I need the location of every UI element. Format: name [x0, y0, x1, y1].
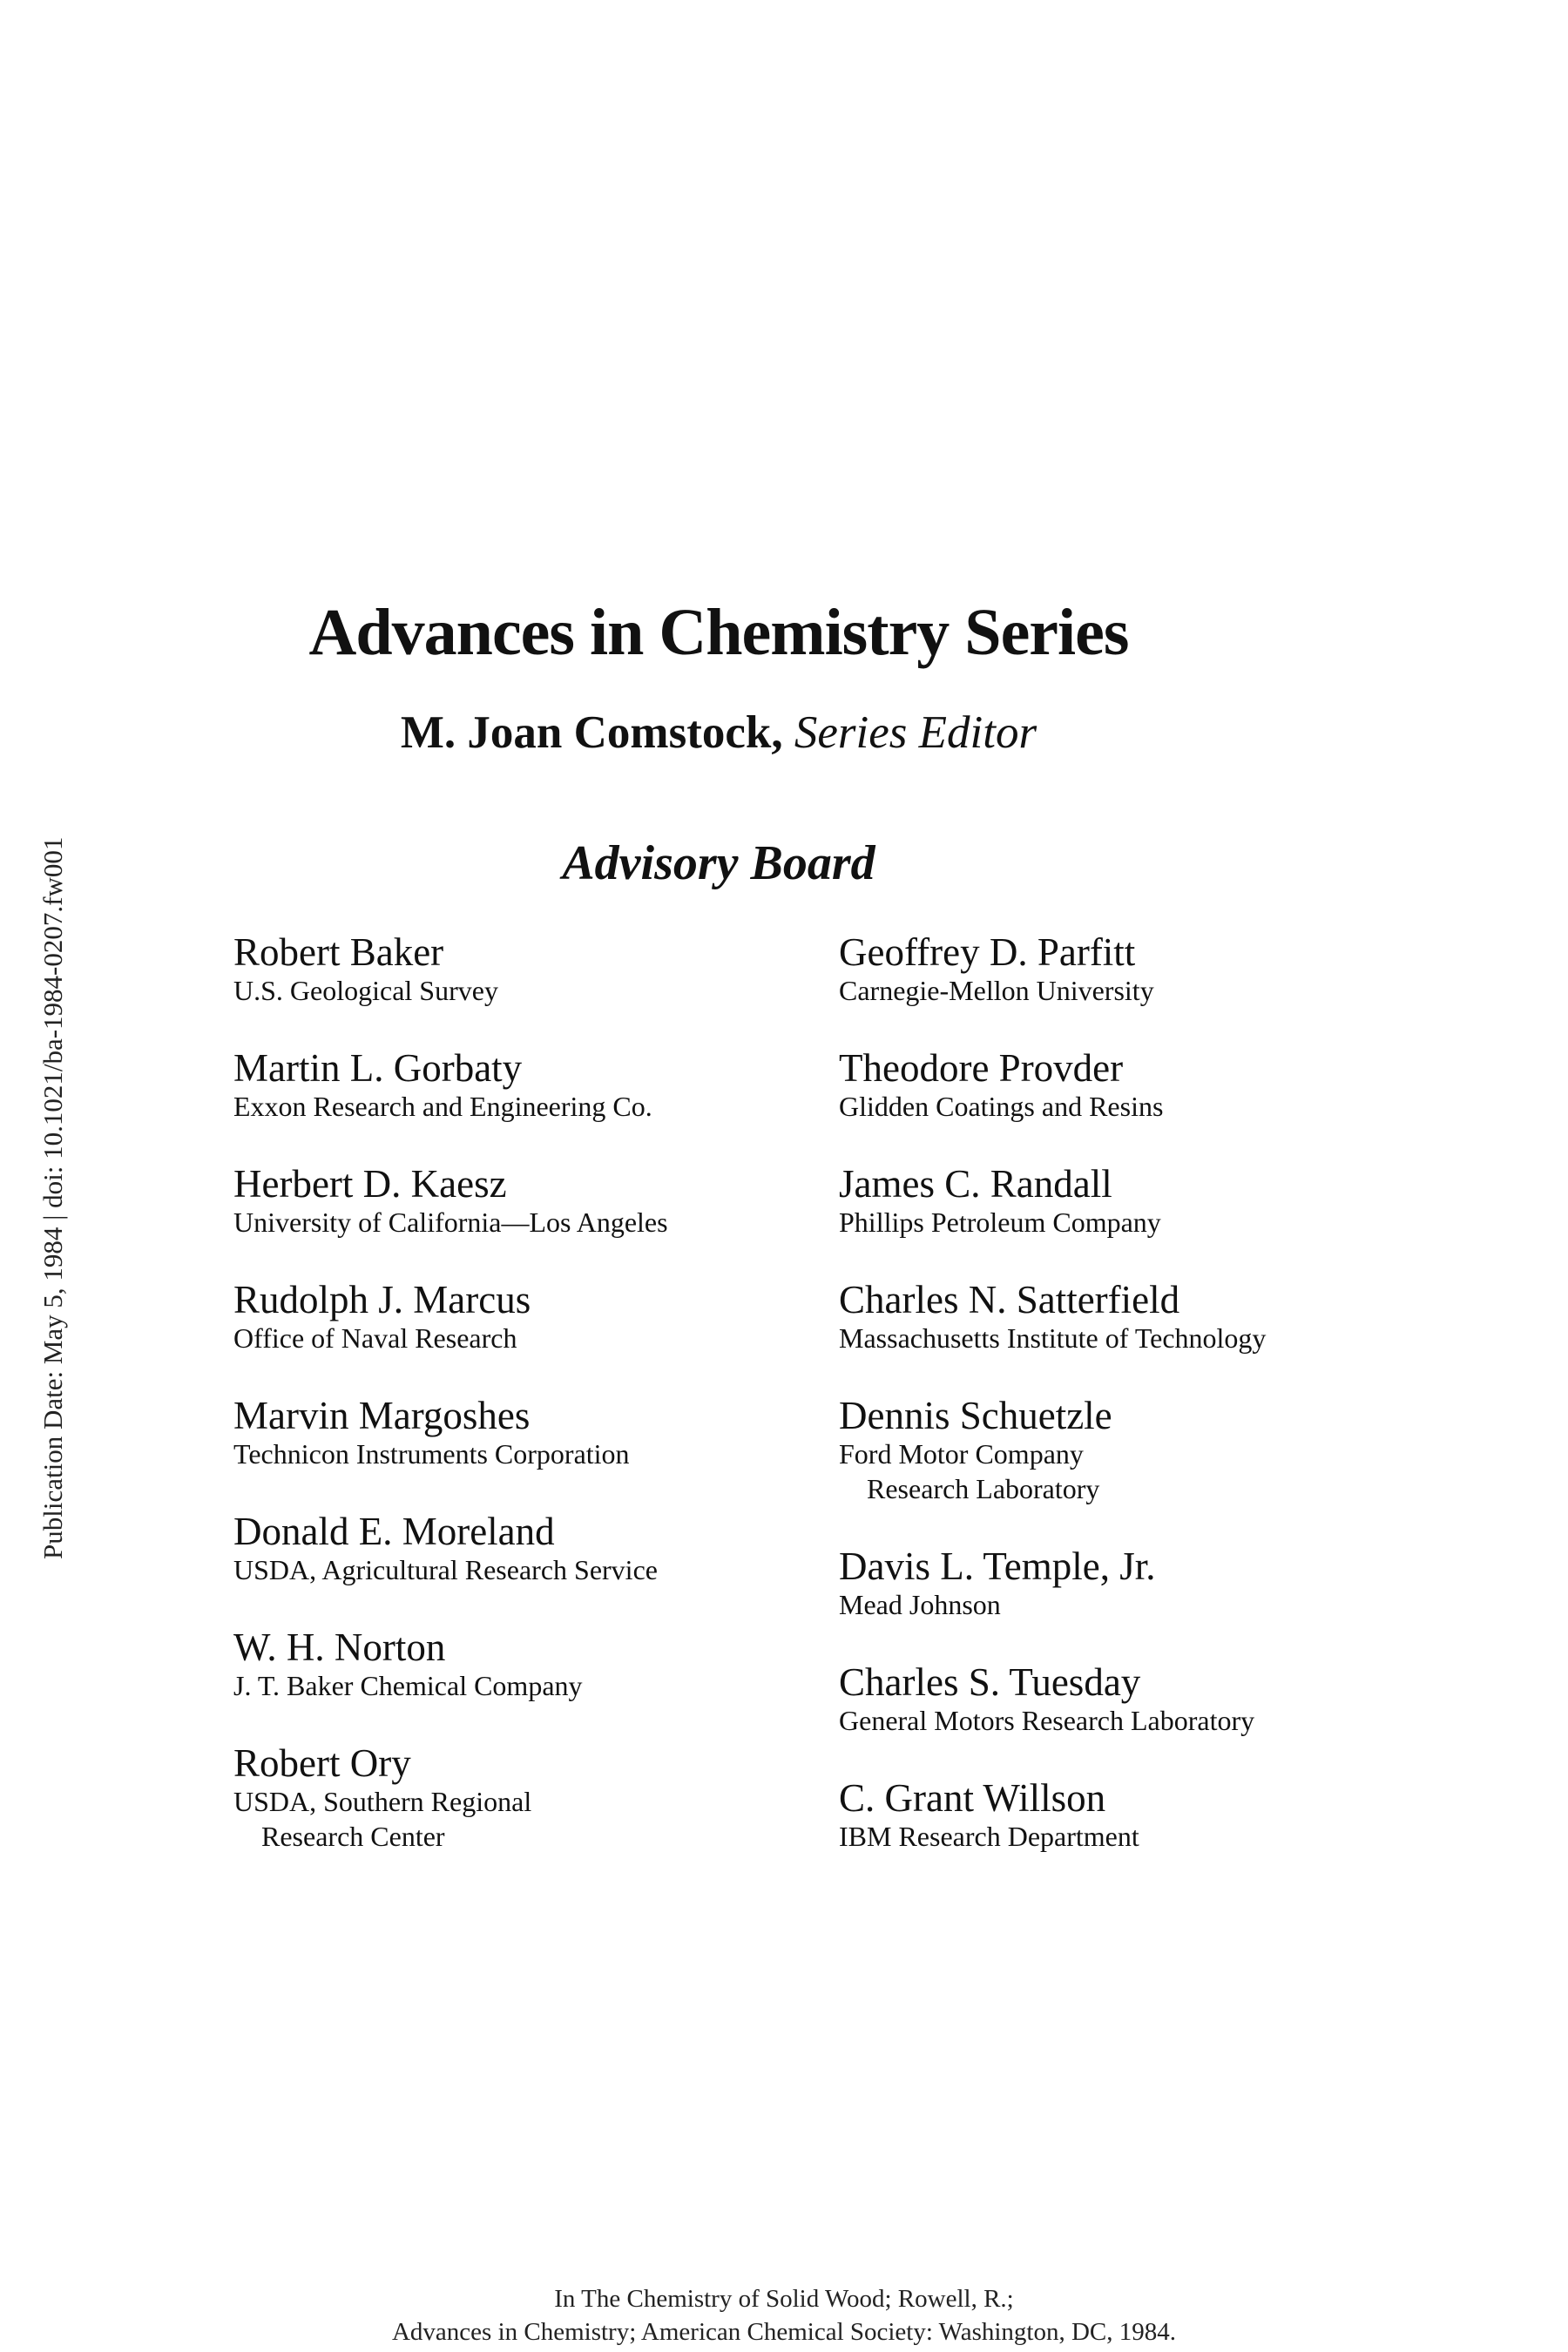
board-member-name: Davis L. Temple, Jr. — [839, 1544, 1156, 1588]
board-member — [839, 1280, 1466, 1355]
board-member-name: Theodore Provder — [839, 1046, 1124, 1090]
advisory-board-right-column — [839, 932, 1466, 1894]
board-member-affiliation: USDA, Southern Regional — [233, 1786, 532, 1817]
board-member-name: Marvin Margoshes — [233, 1394, 531, 1437]
board-member-name: Geoffrey D. Parfitt — [839, 930, 1136, 974]
board-member-affiliation: IBM Research Department — [839, 1821, 1139, 1852]
board-member-name: Martin L. Gorbaty — [233, 1046, 523, 1090]
advisory-board-left-column — [233, 932, 791, 1894]
board-member — [839, 1396, 1466, 1506]
board-member-affiliation: J. T. Baker Chemical Company — [233, 1670, 583, 1701]
board-member-affiliation: Research Laboratory — [867, 1473, 1100, 1504]
board-member — [233, 1164, 791, 1240]
board-member — [233, 1280, 791, 1355]
series-editor-name: M. Joan Comstock, — [400, 707, 783, 758]
board-member — [839, 1164, 1466, 1240]
board-member-name: C. Grant Willson — [839, 1776, 1106, 1820]
board-member — [839, 1778, 1466, 1854]
board-member-affiliation: Office of Naval Research — [233, 1322, 517, 1354]
board-member-affiliation: University of California—Los Angeles — [233, 1206, 668, 1238]
board-member-affiliation: Exxon Research and Engineering Co. — [233, 1091, 652, 1122]
board-member-affiliation: Research Center — [261, 1821, 445, 1852]
citation-line-1: In The Chemistry of Solid Wood; Rowell, R.; — [554, 2285, 1014, 2313]
series-editor-role: Series Editor — [794, 707, 1037, 758]
board-member-name: Charles N. Satterfield — [839, 1278, 1180, 1321]
board-member-name: Robert Ory — [233, 1741, 411, 1785]
board-member-name: Charles S. Tuesday — [839, 1660, 1141, 1704]
board-member-affiliation: USDA, Agricultural Research Service — [233, 1554, 658, 1585]
board-member-affiliation: Ford Motor Company — [839, 1438, 1084, 1470]
series-editor-line — [0, 707, 1437, 758]
advisory-board-heading: Advisory Board — [562, 836, 875, 890]
board-member — [839, 1048, 1466, 1124]
board-member-affiliation: Carnegie-Mellon University — [839, 975, 1154, 1006]
board-member-affiliation: Glidden Coatings and Resins — [839, 1091, 1164, 1122]
board-member — [233, 1048, 791, 1124]
board-member — [233, 1511, 791, 1587]
series-title: Advances in Chemistry Series — [308, 596, 1129, 669]
board-member — [839, 1662, 1466, 1738]
board-member — [839, 1546, 1466, 1622]
board-member-name: James C. Randall — [839, 1162, 1112, 1206]
board-member-affiliation: Mead Johnson — [839, 1589, 1001, 1620]
citation-line-2: Advances in Chemistry; American Chemical Society: Washington, DC, 1984. — [391, 2318, 1177, 2346]
board-member-name: Herbert D. Kaesz — [233, 1162, 507, 1206]
board-member — [233, 1743, 791, 1854]
board-member-affiliation: Massachusetts Institute of Technology — [839, 1322, 1267, 1354]
board-member-affiliation: Technicon Instruments Corporation — [233, 1438, 630, 1470]
board-member — [233, 1627, 791, 1703]
board-member-name: Robert Baker — [233, 930, 444, 974]
board-member-name: Rudolph J. Marcus — [233, 1278, 531, 1321]
board-member-name: W. H. Norton — [233, 1625, 446, 1669]
board-member-affiliation: U.S. Geological Survey — [233, 975, 498, 1006]
board-member-name: Donald E. Moreland — [233, 1510, 555, 1553]
citation-footer — [0, 2282, 1568, 2349]
publication-side-note: Publication Date: May 5, 1984 | doi: 10.1021/ba-1984-0207.fw001 — [37, 836, 68, 1559]
board-member-affiliation: Phillips Petroleum Company — [839, 1206, 1161, 1238]
board-member — [839, 932, 1466, 1008]
board-member — [233, 932, 791, 1008]
board-member — [233, 1396, 791, 1471]
board-member-name: Dennis Schuetzle — [839, 1394, 1112, 1437]
board-member-affiliation: General Motors Research Laboratory — [839, 1705, 1255, 1736]
